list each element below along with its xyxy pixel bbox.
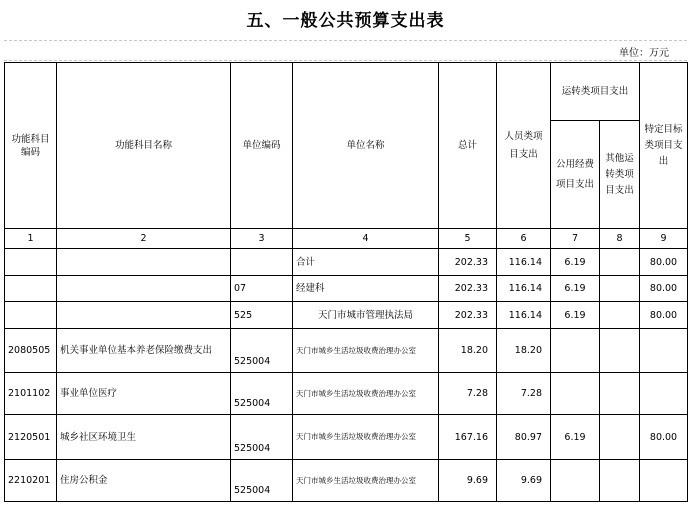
personnel-cell: 116.14 (497, 302, 551, 329)
personnel-cell: 116.14 (497, 276, 551, 302)
other-operating-cell (600, 415, 640, 460)
func-code-cell: 2210201 (5, 460, 57, 502)
func-name-cell: 机关事业单位基本养老保险缴费支出 (57, 329, 231, 373)
unit-code-cell: 525004 (231, 415, 293, 460)
total-cell: 7.28 (439, 373, 497, 415)
header-operating-group: 运转类项目支出 (551, 63, 640, 121)
table-row (5, 249, 688, 276)
func-code-cell (5, 276, 57, 302)
col-number: 6 (497, 229, 551, 249)
unit-code-cell (231, 249, 293, 276)
other-operating-cell (600, 276, 640, 302)
personnel-cell: 18.20 (497, 329, 551, 373)
public-funds-cell (551, 460, 600, 502)
header-public-funds: 公用经费项目支出 (551, 121, 600, 229)
public-funds-cell (551, 373, 600, 415)
unit-name-cell: 天门市城乡生活垃圾收费治理办公室 (293, 415, 439, 460)
unit-name-cell: 合计 (293, 249, 439, 276)
col-number: 5 (439, 229, 497, 249)
header-func-code: 功能科目编码 (5, 63, 57, 229)
header-unit-code: 单位编码 (231, 63, 293, 229)
col-number: 9 (640, 229, 688, 249)
other-operating-cell (600, 460, 640, 502)
table-row (5, 415, 688, 460)
personnel-cell: 7.28 (497, 373, 551, 415)
col-number: 7 (551, 229, 600, 249)
divider (4, 40, 687, 41)
col-number: 4 (293, 229, 439, 249)
total-cell: 18.20 (439, 329, 497, 373)
total-cell: 202.33 (439, 302, 497, 329)
func-code-cell (5, 302, 57, 329)
public-funds-cell: 6.19 (551, 302, 600, 329)
header-specific: 特定目标类项目支出 (640, 63, 688, 229)
table-row (5, 373, 688, 415)
specific-cell (640, 460, 688, 502)
total-cell: 202.33 (439, 276, 497, 302)
unit-code-cell: 525 (231, 302, 293, 329)
header-total: 总计 (439, 63, 497, 229)
func-name-cell: 城乡社区环境卫生 (57, 415, 231, 460)
divider (4, 60, 687, 61)
specific-cell (640, 329, 688, 373)
specific-cell: 80.00 (640, 302, 688, 329)
public-funds-cell: 6.19 (551, 249, 600, 276)
table-row (5, 329, 688, 373)
col-number: 3 (231, 229, 293, 249)
unit-label: 单位：万元 (619, 48, 669, 59)
other-operating-cell (600, 249, 640, 276)
other-operating-cell (600, 302, 640, 329)
specific-cell: 80.00 (640, 249, 688, 276)
table-row (5, 276, 688, 302)
unit-code-cell: 525004 (231, 373, 293, 415)
unit-code-cell: 07 (231, 276, 293, 302)
specific-cell: 80.00 (640, 415, 688, 460)
total-cell: 9.69 (439, 460, 497, 502)
unit-name-cell: 天门市城乡生活垃圾收费治理办公室 (293, 329, 439, 373)
header-unit-name: 单位名称 (293, 63, 439, 229)
func-name-cell: 事业单位医疗 (57, 373, 231, 415)
col-number: 2 (57, 229, 231, 249)
unit-name-cell: 天门市城市管理执法局 (293, 302, 439, 329)
func-code-cell (5, 249, 57, 276)
unit-name-cell: 经建科 (293, 276, 439, 302)
personnel-cell: 80.97 (497, 415, 551, 460)
total-cell: 202.33 (439, 249, 497, 276)
func-code-cell: 2101102 (5, 373, 57, 415)
page-title: 五、一般公共预算支出表 (246, 11, 445, 31)
col-number: 1 (5, 229, 57, 249)
table-row (5, 302, 688, 329)
table-row (5, 460, 688, 502)
unit-code-cell: 525004 (231, 460, 293, 502)
total-cell: 167.16 (439, 415, 497, 460)
header-func-name: 功能科目名称 (57, 63, 231, 229)
other-operating-cell (600, 329, 640, 373)
personnel-cell: 116.14 (497, 249, 551, 276)
func-name-cell (57, 302, 231, 329)
unit-code-cell: 525004 (231, 329, 293, 373)
func-code-cell: 2120501 (5, 415, 57, 460)
unit-name-cell: 天门市城乡生活垃圾收费治理办公室 (293, 460, 439, 502)
func-name-cell (57, 249, 231, 276)
public-funds-cell: 6.19 (551, 415, 600, 460)
budget-table (4, 62, 688, 502)
col-number: 8 (600, 229, 640, 249)
other-operating-cell (600, 373, 640, 415)
func-name-cell: 住房公积金 (57, 460, 231, 502)
func-name-cell (57, 276, 231, 302)
func-code-cell: 2080505 (5, 329, 57, 373)
header-personnel: 人员类项目支出 (497, 63, 551, 229)
specific-cell: 80.00 (640, 276, 688, 302)
public-funds-cell: 6.19 (551, 276, 600, 302)
specific-cell (640, 373, 688, 415)
public-funds-cell (551, 329, 600, 373)
header-other-operating: 其他运转类项目支出 (600, 121, 640, 229)
personnel-cell: 9.69 (497, 460, 551, 502)
unit-name-cell: 天门市城乡生活垃圾收费治理办公室 (293, 373, 439, 415)
